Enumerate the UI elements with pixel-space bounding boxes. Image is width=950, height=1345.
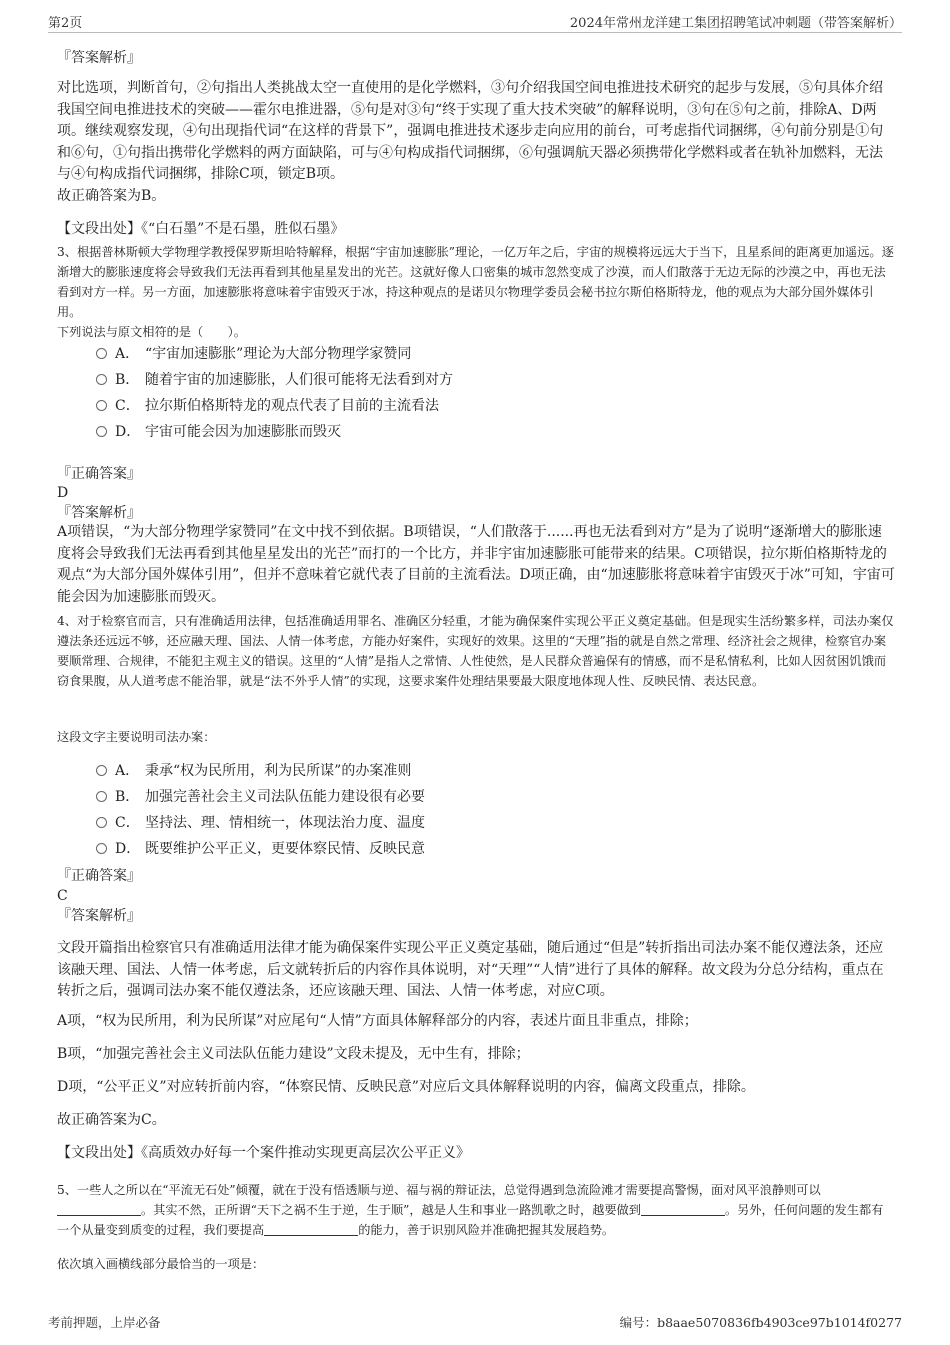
q4-analysis-b: B项，“加强完善社会主义司法队伍能力建设”文段未提及，无中生有，排除； [57, 1046, 530, 1062]
blank-3[interactable] [264, 1222, 358, 1236]
q4-source: 【文段出处】《高质效办好每一个案件推动实现更高层次公平正义》 [57, 1145, 470, 1161]
radio-icon[interactable] [96, 791, 107, 802]
q3-analysis: A项错误，“为大部分物理学家赞同”在文中找不到依据。B项错误，“人们散落于......再也无法看到对方”是为了说明“逐渐增大的膨胀速度将会导致我们无法再看到其他星星发出的光芒”而打的一个比方，并非宇宙加速膨胀可能带来的结果。C项错误，拉尔斯伯格斯特龙的观点“为大部分国外媒体引用”，但并不意味着它就代表了目前的主流看法。D项正确，由“加速膨胀将意味着宇宙毁灭于冰”可知，宇宙可能会因为加速膨胀而毁灭。 [57, 524, 895, 605]
page-number: 第2页 [48, 16, 83, 31]
radio-icon[interactable] [96, 400, 107, 411]
document-id: 编号：b8aae5070836fb4903ce97b1014f0277 [619, 1315, 902, 1330]
q3-answer-label: 『正确答案』 [57, 466, 141, 482]
q4-option-a[interactable]: A． 秉承“权为民所用，利为民所谋”的办案准则 [96, 760, 411, 782]
q5-question: 依次填入画横线部分最恰当的一项是： [57, 1257, 265, 1271]
q3-analysis-label: 『答案解析』 [57, 505, 141, 521]
q2-analysis-label: 『答案解析』 [57, 50, 141, 66]
q3-stem: 3、根据普林斯顿大学物理学教授保罗斯坦哈特解释，根据“宇宙加速膨胀”理论，一亿万年之后，宇宙的规模将远远大于当下，且星系间的距离更加遥远。逐渐增大的膨胀速度将会导致我们无法再看到其他星星发出的光芒。这就好像人口密集的城市忽然变成了沙漠，而人们散落于无边无际的沙漠之中，再也无法看到对方一样。另一方面，加速膨胀将意味着宇宙毁灭于冰，持这种观点的是诺贝尔物理学委员会秘书拉尔斯伯格斯特龙，他的观点为大部分国外媒体引用。 [57, 245, 894, 319]
blank-1[interactable] [57, 1202, 141, 1216]
q2-source: 【文段出处】《“白石墨”不是石墨，胜似石墨》 [57, 221, 345, 237]
q3-answer: D [57, 485, 69, 501]
radio-icon[interactable] [96, 426, 107, 437]
q4-option-c[interactable]: C． 坚持法、理、情相统一，体现法治力度、温度 [96, 812, 425, 834]
page-header [48, 10, 902, 33]
q3-option-a[interactable]: A． “宇宙加速膨胀”理论为大部分物理学家赞同 [96, 343, 411, 365]
blank-2[interactable] [641, 1202, 725, 1216]
radio-icon[interactable] [96, 765, 107, 776]
q3-option-c[interactable]: C． 拉尔斯伯格斯特龙的观点代表了目前的主流看法 [96, 395, 439, 417]
document-title: 2024年常州龙洋建工集团招聘笔试冲刺题（带答案解析） [569, 16, 902, 31]
radio-icon[interactable] [96, 817, 107, 828]
footer-slogan: 考前押题，上岸必备 [48, 1315, 161, 1330]
q4-analysis-label: 『答案解析』 [57, 908, 141, 924]
q4-analysis: 文段开篇指出检察官只有准确适用法律才能为确保案件实现公平正义奠定基础，随后通过“但是”转折指出司法办案不能仅遵法条，还应该融天理、国法、人情一体考虑，后文就转折后的内容作具体说明，对“天理”“人情”进行了具体的解释。故文段为分总分结构，重点在转折之后，强调司法办案不能仅遵法条，还应该融天理、国法、人情一体考虑，对应C项。 [57, 940, 884, 999]
q2-analysis: 对比选项，判断首句，②句指出人类挑战太空一直使用的是化学燃料，③句介绍我国空间电推进技术研究的起步与发展，⑤句具体介绍我国空间电推进技术的突破——霍尔电推进器，⑤句是对③句“终于实现了重大技术突破”的解释说明，③句在⑤句之前，排除A、D两项。继续观察发现，④句出现指代词“在这样的背景下”，强调电推进技术逐步走向应用的前台，可考虑指代词捆绑，④句前分别是①句和⑥句，①句指出携带化学燃料的两方面缺陷，可与④句构成指代词捆绑，⑥句强调航天器必须携带化学燃料或者在轨补加燃料，无法与④句构成指代词捆绑，排除C项，锁定B项。 [57, 80, 884, 182]
q3-option-b[interactable]: B． 随着宇宙的加速膨胀，人们很可能将无法看到对方 [96, 369, 453, 391]
q3-question: 下列说法与原文相符的是（ ）。 [57, 325, 246, 339]
q4-stem: 4、对于检察官而言，只有准确适用法律，包括准确适用罪名、准确区分轻重，才能为确保案件实现公平正义奠定基础。但是现实生活纷繁多样，司法办案仅遵法条还远远不够，还应融天理、国法、人情一体考虑，方能办好案件，实现好的效果。这里的“天理”指的就是自然之常理、经济社会之规律，检察官办案要顺常理、合规律，不能犯主观主义的错误。这里的“人情”是指人之常情、人性使然，是人民群众普遍保有的情感，而不是私情私利，比如人因贫困饥饿而窃食果腹，从人道考虑不能治罪，就是“法不外乎人情”的实现，这要求案件处理结果要最大限度地体现人性、反映民情、表达民意。 [57, 614, 894, 688]
radio-icon[interactable] [96, 348, 107, 359]
q4-answer: C [57, 888, 68, 904]
q2-conclusion: 故正确答案为B。 [57, 188, 166, 204]
q4-conclusion: 故正确答案为C。 [57, 1112, 166, 1128]
radio-icon[interactable] [96, 843, 107, 854]
q4-analysis-a: A项，“权为民所用，利为民所谋”对应尾句“人情”方面具体解释部分的内容，表述片面且非重点，排除； [57, 1013, 698, 1029]
q4-analysis-d: D项，“公平正义”对应转折前内容，“体察民情、反映民意”对应后文具体解释说明的内容，偏离文段重点，排除。 [57, 1079, 755, 1095]
q3-option-d[interactable]: D． 宇宙可能会因为加速膨胀而毁灭 [96, 421, 341, 443]
radio-icon[interactable] [96, 374, 107, 385]
q4-question: 这段文字主要说明司法办案： [57, 730, 216, 744]
q4-answer-label: 『正确答案』 [57, 868, 141, 884]
q4-option-b[interactable]: B． 加强完善社会主义司法队伍能力建设很有必要 [96, 786, 425, 808]
q5-stem: 5、一些人之所以在“平流无石处”倾覆，就在于没有悟透顺与逆、福与祸的辩证法，总觉得遇到急流险滩才需要提高警惕，面对风平浪静则可以。其实不然，正所谓“天下之祸不生于逆，生于顺”，越是人生和事业一路凯歌之时，越要做到 。另外，任何问题的发生都有一个从量变到质变的过程，我们要提高 的能力，善于识别风险并准确把握其发展趋势。 [57, 1183, 884, 1237]
q4-option-d[interactable]: D． 既要维护公平正义，更要体察民情、反映民意 [96, 838, 425, 860]
